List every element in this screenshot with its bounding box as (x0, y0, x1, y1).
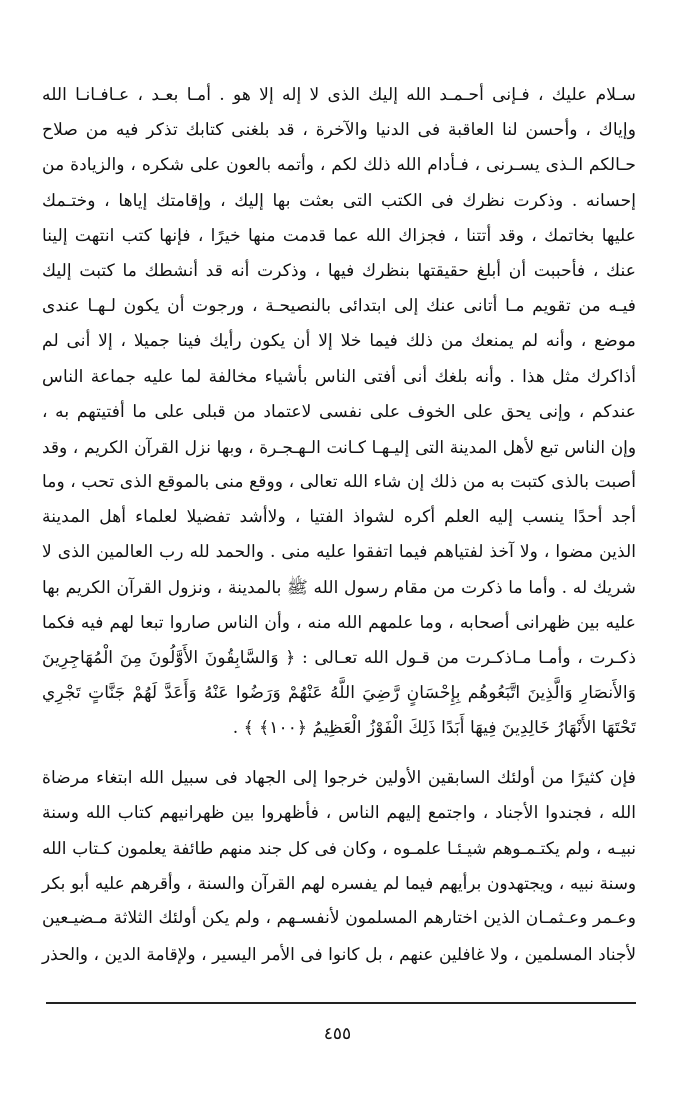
text-line: عليها بخاتمك ، وقد أتتنا ، فجزاك الله عما قدمت منها خيرًا ، فإنها كتب انتهت إلينا (42, 225, 636, 246)
text-line: لأجناد المسلمين ، ولا غافلين عنهم ، بل كانوا فى الأمر اليسير ، ولإقامة الدين ، والحذر (42, 943, 636, 964)
text-line: أصبت بالذى كتبت به من ذلك إن شاء الله تعالى ، ووقع منى بالموقع الذى تحب ، وما (42, 472, 636, 493)
text-line: عليه بين ظهرانى أصحابه ، وما علمهم الله منه ، وأن الناس صاروا تبعا لهم فيه فكما (42, 612, 636, 633)
text-line: عنك ، فأحببت أن أبلغ حقيقتها بنظرك فيها ، وذكرت أنه قد أنشطك ما كتبت إليك (42, 260, 636, 281)
page-number: ٤٥٥ (323, 1024, 352, 1044)
text-line: إحسانه . وذكرت نظرك فى الكتب التى بعثت بها إليك ، وإقامتك إياها ، وختـمك (42, 190, 636, 211)
text-line: حـالكم الـذى يسـرنى ، فـأدام الله ذلك لكم ، وأتمه بالعون على شكره ، والزيادة من (42, 155, 636, 176)
text-line: موضع ، وأنه لم يمنعك من ذلك فيما خلا إلا أن يكون رأيك فينا جميلا ، إلا أنى لم (42, 331, 636, 352)
paragraph-gap (42, 747, 636, 761)
text-line: أجد أحدًا ينسب إليه العلم أكره لشواذ الفتيا ، ولاأشد تفضيلا لعلماء أهل المدينة (42, 507, 636, 528)
text-line: وإياك ، وأحسن لنا العاقبة فى الدنيا والآخرة ، قد بلغنى كتابك تذكر فيه من صلاح (42, 120, 636, 141)
text-line: وإن الناس تبع لأهل المدينة التى إليـهـا كـانت الـهـجـرة ، وبها نزل القرآن الكريم ، وقد (42, 436, 636, 457)
text-line: فإن كثيرًا من أولئك السابقين الأولين خرجوا إلى الجهاد فى سبيل الله ابتغاء مرضاة (42, 767, 636, 788)
text-line: سـلام عليك ، فـإنى أحـمـد الله إليك الذى لا إله إلا هو . أمـا بعـد ، عـافـانـا الله (42, 85, 636, 105)
text-line: عندكم ، وإنى يحق على الخوف على نفسى لاعتماد من قبلى على ما أفتيتهم به ، (42, 401, 636, 422)
paragraph-2 (42, 761, 636, 972)
page-body (42, 78, 636, 972)
text-line: فيـه من تقويم مـا أتانى عنك إلى ابتدائى بالنصيحـة ، ورجوت أن يكون لـهـا عندى (42, 296, 636, 317)
footer-divider (46, 1002, 636, 1004)
text-line: شريك له . وأما ما ذكرت من مقام رسول الله ﷺ بالمدينة ، ونزول القرآن الكريم بها (42, 577, 636, 598)
quran-verse-line: تَحْتَهَا الأَنْهَارُ خَالِدِينَ فِيهَا أَبَدًا ذَلِكَ الْفَوْزُ الْعَظِيمُ ﴿١٠٠﴾ ﴾ . (232, 718, 636, 739)
text-line: أذاكرك مثل هذا . وأنه بلغك أنى أفتى الناس بأشياء مخالفة لما عليه جماعة الناس (42, 366, 636, 387)
text-line: وسنة نبيه ، ويجتهدون برأيهم فيما لم يفسره لهم القرآن والسنة ، وأقرهم عليه أبو بكر (42, 873, 636, 894)
paragraph-1 (42, 78, 636, 747)
text-line: ذكـرت ، وأمـا مـاذكـرت من قـول الله تعـالى : ﴿ وَالسَّابِقُونَ الأَوَّلُونَ مِنَ الْمُهَاجِرِينَ (42, 648, 636, 668)
quran-verse-line: وَالأَنصَارِ وَالَّذِينَ اتَّبَعُوهُم بِإِحْسَانٍ رَّضِيَ اللَّهُ عَنْهُمْ وَرَضُوا عَنْهُ وَأَعَدَّ لَهُمْ جَنَّاتٍ تَجْرِي (42, 683, 636, 704)
text-line: وعـمر وعـثمـان الذين اختارهم المسلمون لأنفسـهم ، ولم يكن أولئك الثلاثة مـضيـعين (42, 908, 636, 929)
text-line: نبيـه ، ولم يكتـمـوهم شيـئـا علمـوه ، وكان فى كل جند منهم طائفة يعلمون كـتاب الله (42, 837, 636, 858)
text-line: الله ، فجندوا الأجناد ، واجتمع إليهم الناس ، فأظهروا بين ظهرانيهم كتاب الله وسنة (42, 802, 636, 823)
text-line: الذين مضوا ، ولا آخذ لفتياهم فيما اتفقوا عليه منى . والحمد لله رب العالمين الذى لا (42, 542, 636, 563)
